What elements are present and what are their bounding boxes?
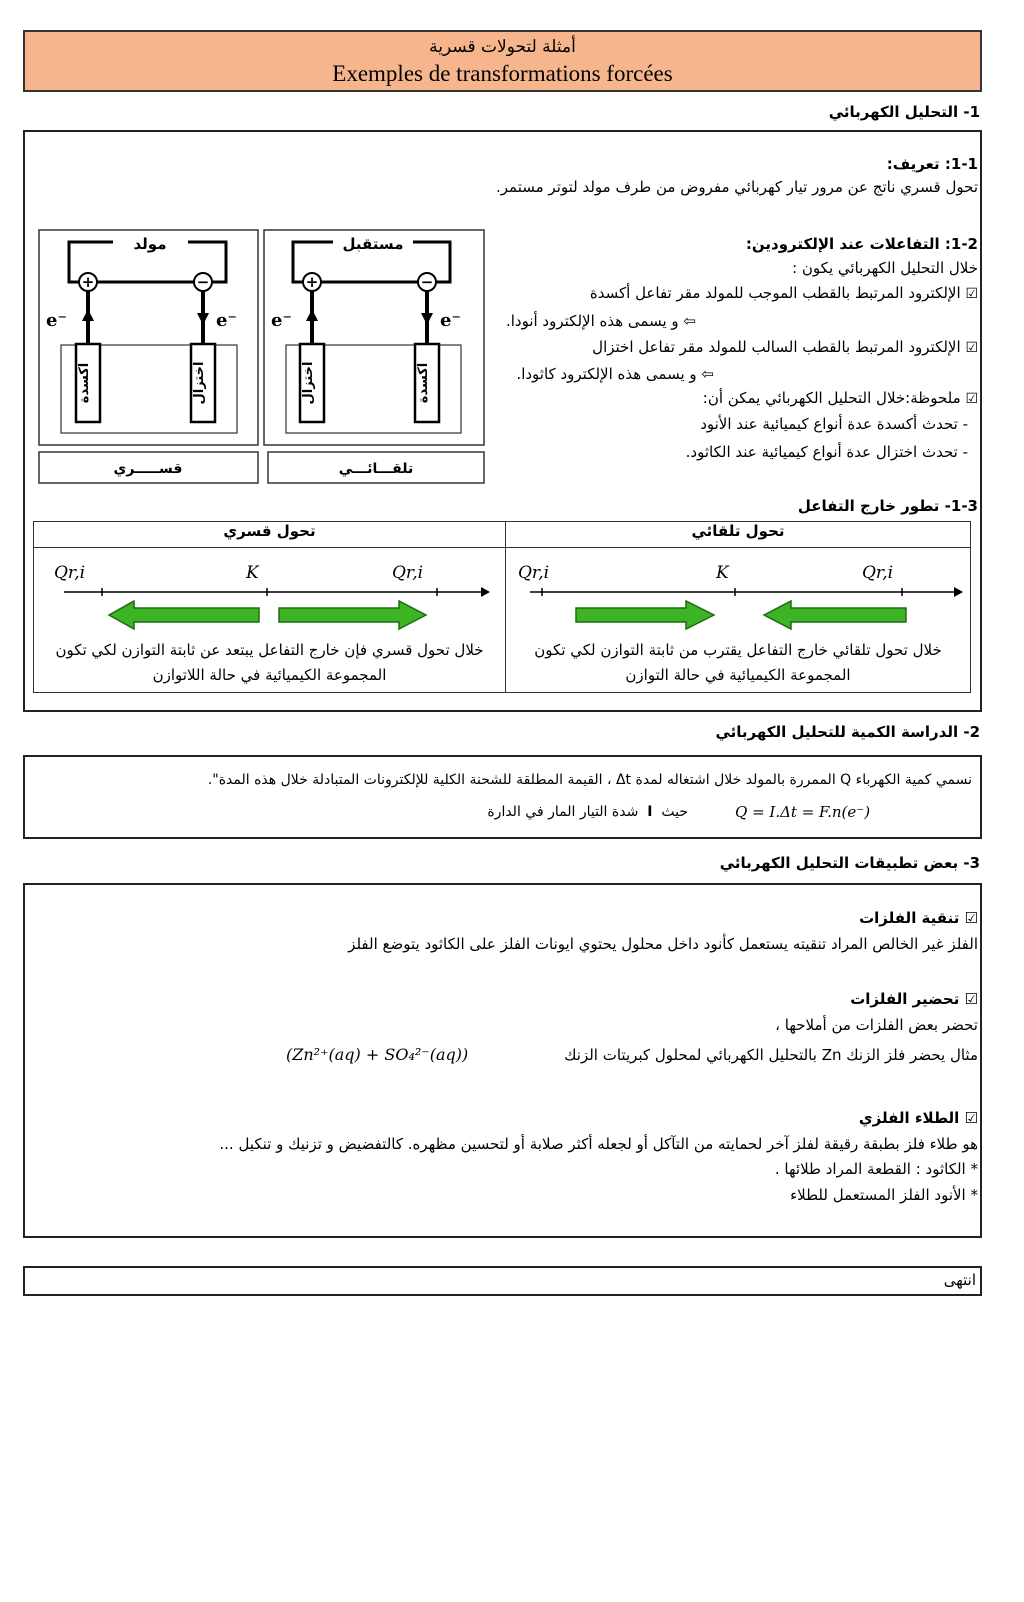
- electron-arrow-up-icon: [306, 309, 318, 321]
- svg-text:+: +: [305, 273, 319, 291]
- electron-label: e⁻: [271, 310, 292, 331]
- zinc-sulfate-formula: (Zn²⁺(aq) + SO₄²⁻(aq)): [286, 1045, 469, 1064]
- electrodes-subheading: 1-2: التفاعلات عند الإلكترودين:: [745, 235, 978, 253]
- section2-where: حيث: [661, 804, 688, 820]
- svg-text:−: −: [196, 273, 210, 291]
- refining-text: الفلز غير الخالص المراد تنقيته يستعمل كأنود داخل محلول يحتوي ايونات الفلز على الكاثود يتوضع الفلز: [348, 935, 978, 953]
- green-arrow-right-icon: [576, 601, 714, 629]
- axis-arrow-icon: [954, 587, 963, 597]
- electrodes-item1-line2: ⇦ و يسمى هذه الإلكترود أنودا.: [505, 312, 696, 330]
- electrodes-item2-line1: الإلكترود المرتبط بالقطب السالب للمولد مقر تفاعل اختزال: [592, 338, 961, 356]
- section2-line2: [487, 800, 688, 825]
- section1-heading: 1- التحليل الكهربائي: [828, 103, 980, 121]
- checkbox-icon: ☑: [965, 286, 978, 302]
- spontaneous-cell: [506, 548, 971, 693]
- end-label: انتهى: [943, 1271, 976, 1289]
- spontaneous-source-label: مستقبل: [342, 235, 404, 253]
- evolution-table: [33, 521, 971, 693]
- qri-label: Qr,i: [54, 563, 86, 583]
- definition-text: تحول قسري ناتج عن مرور تيار كهربائي مفروض من طرف مولد لتوتر مستمر.: [495, 178, 978, 196]
- electron-label: e⁻: [46, 310, 67, 331]
- checkbox-icon: ☑: [965, 340, 978, 356]
- title-french: Exemples de transformations forcées: [332, 61, 673, 86]
- refining-title: ☑ تنقية الفلزات: [859, 909, 978, 927]
- title-arabic: أمثلة لتحولات قسرية: [429, 37, 576, 57]
- forced-explanation: خلال تحول قسري فإن خارج التفاعل يبتعد عن ثابتة التوازن لكي تكون المجموعة الكيميائية في حالة اللاتوازن: [55, 641, 484, 684]
- preparation-text2: مثال يحضر فلز الزنك Zn بالتحليل الكهربائي لمحلول كبريتات الزنك: [564, 1046, 978, 1064]
- plating-text2: * الكاثود : القطعة المراد طلائها .: [774, 1160, 978, 1178]
- electrodes-item1-line1: الإلكترود المرتبط بالقطب الموجب للمولد مقر تفاعل أكسدة: [589, 284, 961, 302]
- footer-box: [23, 1266, 982, 1296]
- electrodes-item1: [590, 281, 978, 307]
- k-label: K: [716, 563, 729, 583]
- title-banner: [23, 30, 982, 92]
- electron-label: e⁻: [216, 310, 237, 331]
- plating-title: ☑ الطلاء الفلزي: [858, 1109, 978, 1127]
- electrodes-note-text: ملحوظة:خلال التحليل الكهربائي يمكن أن:: [702, 389, 961, 407]
- electrode-oxidation-label: اكسدة: [77, 362, 92, 404]
- forced-cell: [34, 548, 506, 693]
- electrodes-note: [703, 386, 978, 412]
- electrode-oxidation-label: اكسدة: [416, 362, 431, 404]
- plating-text3: * الأنود الفلز المستعمل للطلاء: [790, 1186, 978, 1204]
- electrodes-intro: خلال التحليل الكهربائي يكون :: [792, 259, 978, 277]
- current-symbol: I: [647, 804, 653, 820]
- preparation-title: ☑ تحضير الفلزات: [850, 990, 978, 1008]
- electron-label: e⁻: [440, 310, 461, 331]
- section2-current-desc: شدة التيار المار في الدارة: [487, 804, 639, 820]
- section3-heading: 3- بعض تطبيقات التحليل الكهربائي: [719, 854, 980, 872]
- electrodes-item2-line2: ⇦ و يسمى هذه الإلكترود كاثودا.: [516, 365, 714, 383]
- electron-arrow-down-icon: [197, 313, 209, 325]
- forced-column-head: تحول قسري: [34, 522, 506, 548]
- electrode-reduction-label: اختزال: [192, 361, 207, 405]
- green-arrow-left-icon: [764, 601, 906, 629]
- checkbox-icon: ☑: [965, 391, 978, 407]
- spontaneous-caption: تلقـــائـــي: [338, 461, 414, 477]
- evolution-subheading: 1-3- تطور خارج التفاعل: [797, 497, 978, 515]
- definition-subheading: 1-1: تعريف:: [886, 155, 978, 173]
- forced-axis-diagram: [34, 548, 506, 638]
- section2-heading: 2- الدراسة الكمية للتحليل الكهربائي: [715, 723, 980, 741]
- preparation-text1: تحضر بعض الفلزات من أملاحها ،: [775, 1016, 978, 1034]
- section2-line1: نسمي كمية الكهرباء Q الممررة بالمولد خلال اشتغاله لمدة Δt ، القيمة المطلقة للشحنة الكلية للإلكترونات المتبادلة خلال هذه المدة".: [207, 772, 972, 788]
- forced-caption: قســـــري: [113, 461, 183, 477]
- plating-text1: هو طلاء فلز بطبقة رقيقة لفلز آخر لحمايته من التآكل أو لجعله أكثر صلابة أو لتحسين مظهره. كالتفضيض و تزنيك و تنكيل ...: [219, 1135, 978, 1153]
- electrodes-note-b: - تحدث اختزال عدة أنواع كيميائية عند الكاثود.: [685, 443, 968, 461]
- electron-arrow-down-icon: [421, 313, 433, 325]
- spontaneous-explanation: خلال تحول تلقائي خارج التفاعل يقترب من ثابتة التوازن لكي تكون المجموعة الكيميائية في حالة التوازن: [534, 641, 942, 684]
- electrolysis-diagrams: [38, 229, 488, 491]
- spontaneous-axis-diagram: [506, 548, 972, 638]
- svg-text:−: −: [420, 273, 434, 291]
- electron-arrow-up-icon: [82, 309, 94, 321]
- electrodes-note-a: - تحدث أكسدة عدة أنواع كيميائية عند الأنود: [700, 415, 968, 433]
- qri-label: Qr,i: [392, 563, 424, 583]
- qri-label: Qr,i: [862, 563, 894, 583]
- electrode-reduction-label: اختزال: [301, 361, 316, 405]
- spontaneous-column-head: تحول تلقائي: [506, 522, 971, 548]
- green-arrow-left-icon: [109, 601, 259, 629]
- electrodes-item2: [592, 335, 978, 361]
- green-arrow-right-icon: [279, 601, 426, 629]
- forced-source-label: مولد: [133, 235, 167, 253]
- k-label: K: [246, 563, 259, 583]
- spontaneous-diagram: [264, 230, 484, 483]
- forced-diagram: [39, 230, 258, 483]
- charge-formula: Q = I.Δt = F.n(e⁻): [735, 803, 871, 821]
- axis-arrow-icon: [481, 587, 490, 597]
- qri-label: Qr,i: [518, 563, 550, 583]
- svg-text:+: +: [81, 273, 95, 291]
